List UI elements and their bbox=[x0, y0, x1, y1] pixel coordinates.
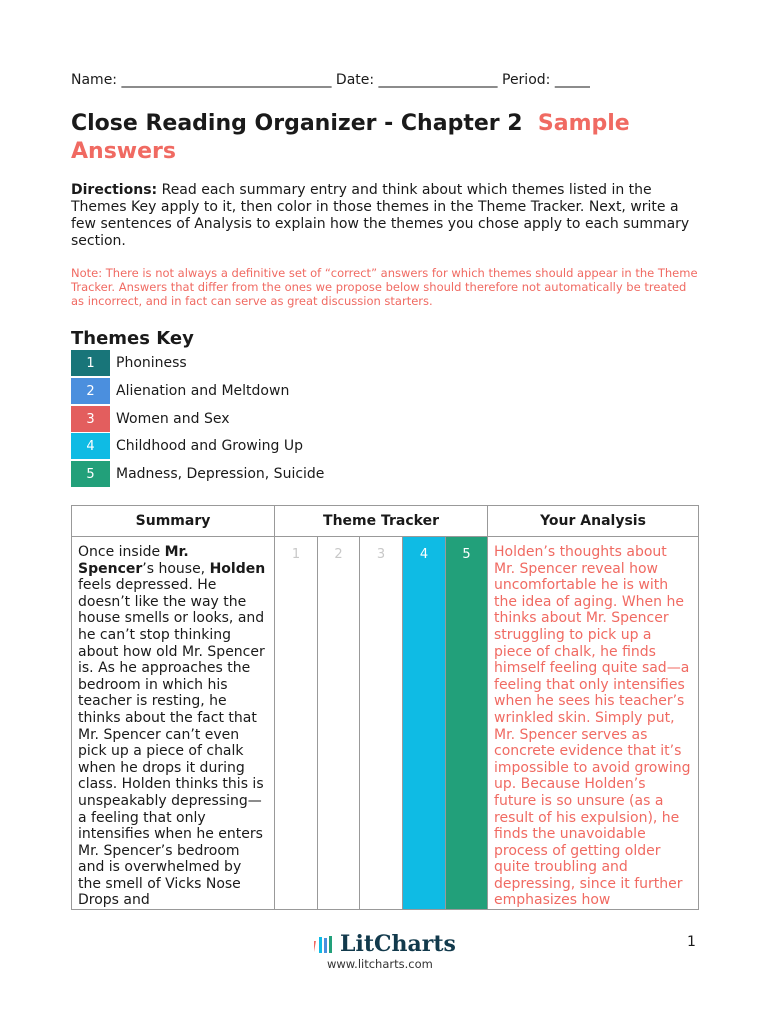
logo-wordmark: LitCharts bbox=[340, 931, 456, 957]
summary-text-part: Once inside bbox=[78, 544, 165, 560]
directions-text: Read each summary entry and think about which themes listed in the Themes Key apply to it, then color in those themes in the Theme Tracker. Next, write a few sentences of Analysis to explain how the themes you chose apply to each summary section. bbox=[71, 182, 690, 249]
character-name: Mr. Spencer bbox=[78, 544, 189, 577]
theme-label: Childhood and Growing Up bbox=[116, 438, 303, 454]
theme-cell-1[interactable] bbox=[275, 537, 318, 910]
theme-key-item bbox=[71, 406, 230, 432]
theme-cell-4[interactable] bbox=[403, 537, 446, 910]
summary-text-part: ’s house, bbox=[142, 560, 210, 577]
table-header-row bbox=[72, 506, 699, 537]
theme-label: Women and Sex bbox=[116, 411, 230, 427]
theme-label: Alienation and Meltdown bbox=[116, 383, 290, 399]
theme-number-badge: 4 bbox=[71, 433, 110, 459]
summary-header: Summary bbox=[72, 506, 275, 537]
analysis-text: Holden’s thoughts about Mr. Spencer reveal how uncomfortable he is with the idea of aging. When he thinks about Mr. Spencer struggling to pick up a piece of chalk, he finds himself feeling quite sad—a feeling that only intensifies when he sees his teacher’s wrinkled skin. Simply put, Mr. Spencer serves as concrete evidence that it’s impossible to avoid growing up. Because Holden’s future is so unsure (as a result of his expulsion), he finds the unavoidable process of getting older quite troubling and depressing, since it further emphasizes how bbox=[494, 544, 691, 909]
theme-key-item bbox=[71, 433, 303, 459]
student-info-line: Name: ______________________________ Date: _________________ Period: _____ bbox=[71, 72, 590, 88]
directions-label: Directions: bbox=[71, 182, 158, 198]
theme-cell-number: 2 bbox=[334, 547, 343, 562]
logo-bars-icon bbox=[314, 935, 336, 953]
theme-tracker-header: Theme Tracker bbox=[275, 506, 488, 537]
analysis-header: Your Analysis bbox=[488, 506, 699, 537]
analysis-cell bbox=[488, 537, 699, 910]
summary-text-part: feels depressed. He doesn’t like the way the house smells or looks, and he can’t stop thinking about how old Mr. Spencer is. As he approaches the bedroom in which his teacher is resting, he thinks about the fact that Mr. Spencer can’t even pick up a piece of chalk when he drops it during class. Holden thinks this is unspeakably depressing—a feeling that only intensifies when he enters Mr. Spencer’s bedroom and is overwhelmed by the smell of Vicks Nose Drops and bbox=[78, 577, 265, 909]
theme-number-badge: 2 bbox=[71, 378, 110, 404]
theme-cell-3[interactable] bbox=[360, 537, 403, 910]
summary-text bbox=[72, 537, 274, 909]
summary-cell bbox=[72, 537, 275, 910]
theme-cell-number: 3 bbox=[376, 547, 386, 562]
theme-number-badge: 1 bbox=[71, 350, 110, 376]
theme-key-item bbox=[71, 461, 324, 487]
theme-cell-5[interactable] bbox=[446, 537, 488, 910]
title-main: Close Reading Organizer - Chapter 2 bbox=[71, 111, 523, 136]
theme-cell-number: 4 bbox=[419, 547, 429, 562]
directions-paragraph bbox=[71, 182, 693, 250]
theme-cell-number: 5 bbox=[462, 547, 471, 562]
table-row bbox=[72, 537, 699, 910]
themes-key-heading: Themes Key bbox=[71, 328, 194, 349]
page-title bbox=[71, 110, 691, 166]
title-sample-answers: Sample Answers bbox=[71, 111, 630, 164]
theme-number-badge: 3 bbox=[71, 406, 110, 432]
character-name: Holden bbox=[209, 560, 266, 577]
theme-label: Phoniness bbox=[116, 355, 187, 371]
theme-cell-number: 1 bbox=[291, 547, 301, 562]
theme-number-badge: 5 bbox=[71, 461, 110, 487]
theme-label: Madness, Depression, Suicide bbox=[116, 466, 325, 482]
theme-key-item bbox=[71, 350, 187, 376]
close-reading-table bbox=[71, 505, 699, 910]
note-paragraph: Note: There is not always a definitive set of “correct” answers for which themes should appear in the Theme Tracker. Answers that differ from the ones we propose below should therefore not automatically be treated as incorrect, and in fact can serve as great discussion starters. bbox=[71, 266, 698, 308]
theme-key-item bbox=[71, 378, 289, 404]
litcharts-logo[interactable] bbox=[314, 931, 456, 957]
footer-url[interactable]: www.litcharts.com bbox=[327, 957, 433, 971]
theme-cell-2[interactable] bbox=[318, 537, 360, 910]
page-number: 1 bbox=[687, 934, 696, 950]
